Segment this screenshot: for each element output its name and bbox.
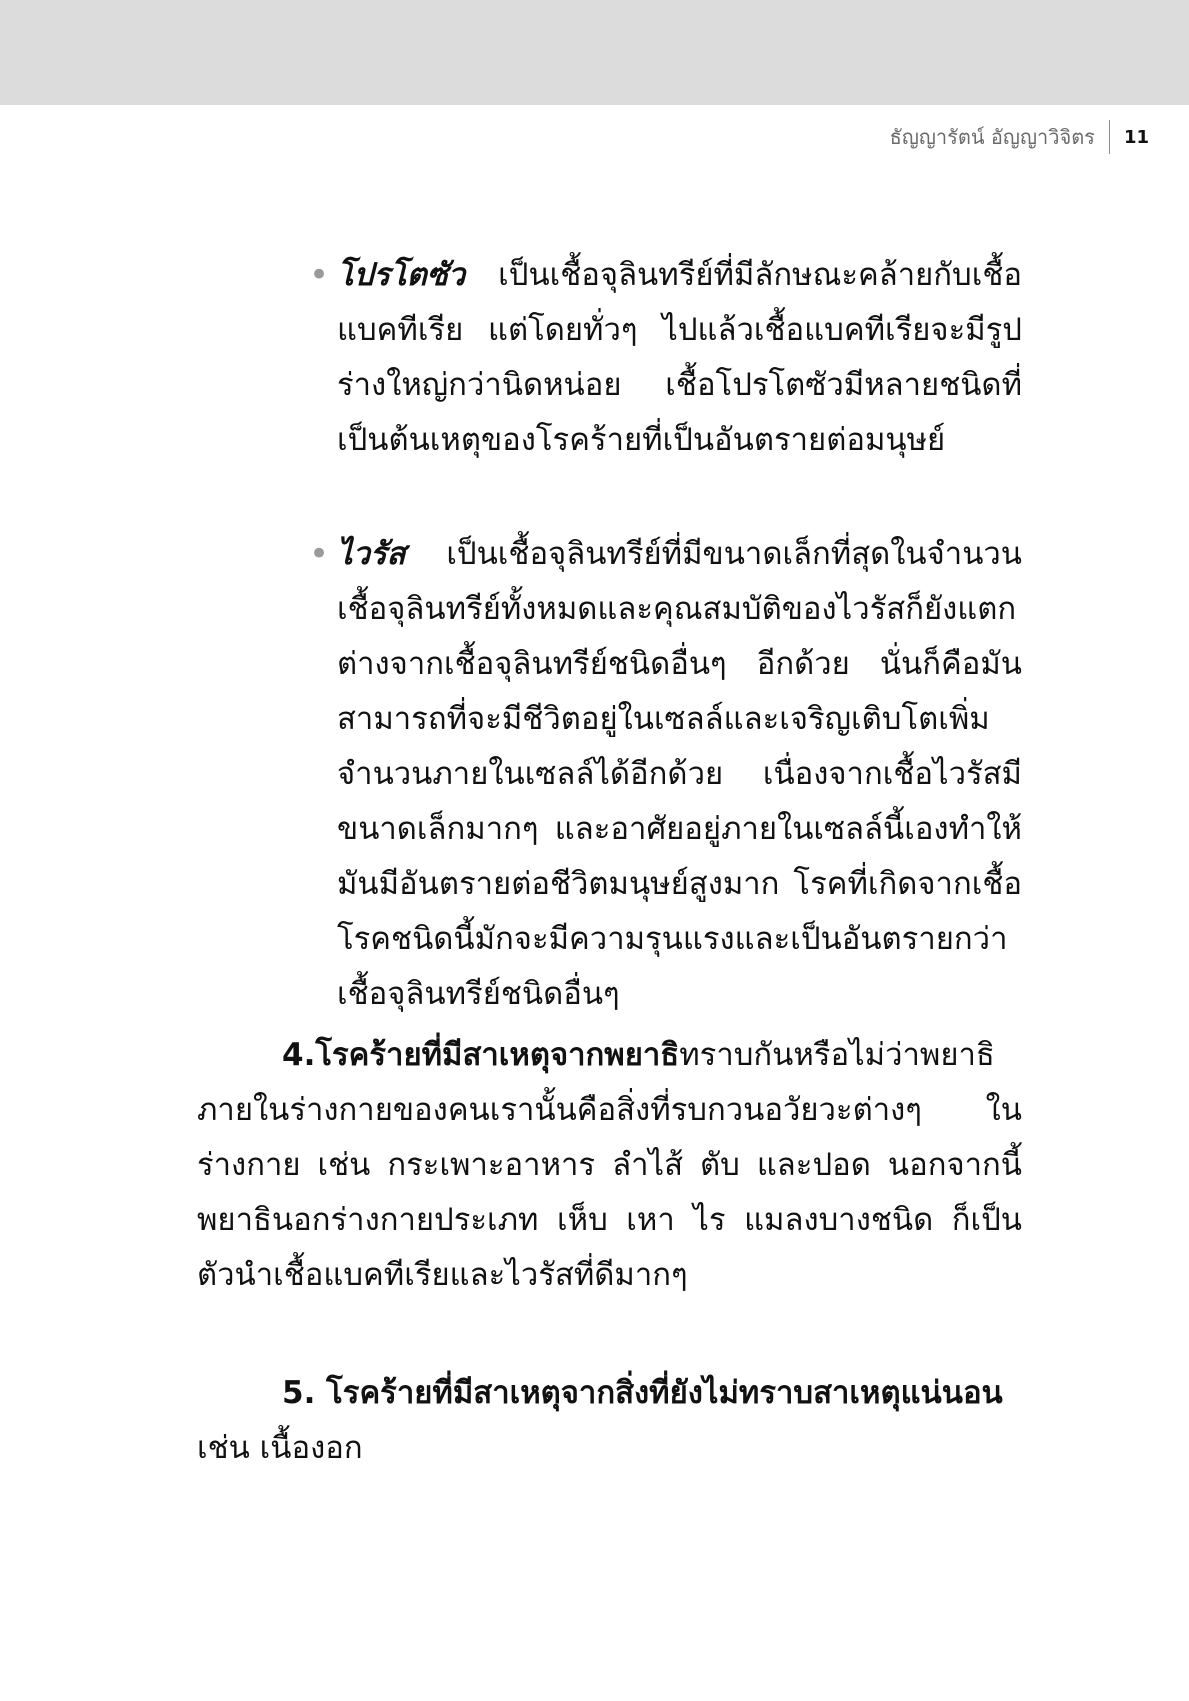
bullet-term: โปรโตซัว <box>337 257 466 293</box>
bullet-text: เป็นเชื้อจุลินทรีย์ที่มีขนาดเล็กที่สุดในจำนวนเชื้อจุลินทรีย์ทั้งหมดและคุณสมบัติของไวรัสก็ยังแตกต่างจากเชื้อจุลินทรีย์ชนิดอื่นๆ อีกด้วย นั่นก็คือมันสามารถที่จะมีชีวิตอยู่ในเซลล์และเจริญเติบโตเพิ่มจำนวนภายในเซลล์ได้อีกด้วย เนื่องจากเชื้อไวรัสมีขนาดเล็กมากๆ และอาศัยอยู่ภายในเซลล์นี้เองทำให้มันมีอันตรายต่อชีวิตมนุษย์สูงมาก โรคที่เกิดจากเชื้อโรคชนิดนี้มักจะมีความรุนแรงและเป็นอันตรายกว่าเชื้อจุลินทรีย์ชนิดอื่นๆ <box>337 536 1022 1012</box>
bullet-text: เป็นเชื้อจุลินทรีย์ที่มีลักษณะคล้ายกับเชื้อแบคทีเรีย แต่โดยทั่วๆ ไปแล้วเชื้อแบคทีเรียจะมีรูปร่างใหญ่กว่านิดหน่อย เชื้อโปรโตซัวมีหลายชนิดที่เป็นต้นเหตุของโรคร้ายที่เป็นอันตรายต่อมนุษย์ <box>337 257 1022 458</box>
bullet-protozoa <box>309 248 1022 468</box>
bullet-dot-icon: • <box>309 534 330 574</box>
bullet-dot-icon: • <box>309 255 330 295</box>
author-name: ธัญญารัตน์ อัญญาวิจิตร <box>889 125 1095 149</box>
page-number: 11 <box>1123 126 1149 148</box>
section-heading: 4.โรคร้ายที่มีสาเหตุจากพยาธิ <box>282 1037 680 1073</box>
section-parasites <box>197 1028 1022 1303</box>
bullet-term: ไวรัส <box>337 536 406 572</box>
section-text: ทราบกันหรือไม่ว่าพยาธิภายในร่างกายของคนเรานั้นคือสิ่งที่รบกวนอวัยวะต่างๆ ในร่างกาย เช่น กระเพาะอาหาร ลำไส้ ตับ และปอด นอกจากนี้พยาธินอกร่างกายประเภท เห็บ เหา ไร แมลงบางชนิด ก็เป็นตัวนำเชื้อแบคทีเรียและไวรัสที่ดีมากๆ <box>197 1037 1022 1293</box>
running-head <box>890 120 1149 154</box>
section-text: เช่น เนื้องอก <box>197 1430 363 1466</box>
section-unknown-cause <box>197 1366 1022 1476</box>
header-band <box>0 0 1189 105</box>
section-heading: 5. โรคร้ายที่มีสาเหตุจากสิ่งที่ยังไม่ทราบสาเหตุแน่นอน <box>282 1375 1003 1411</box>
bullet-virus <box>309 527 1022 1022</box>
